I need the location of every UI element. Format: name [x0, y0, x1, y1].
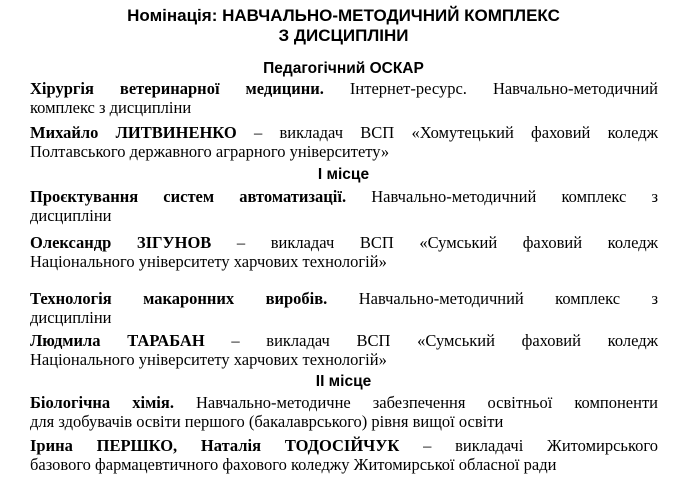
- entry-work: [30, 393, 658, 431]
- entry-work-line-2: комплекс з дисципліни: [30, 98, 192, 117]
- entry-work-line-1: [30, 187, 658, 206]
- entry-work-line-2: дисципліни: [30, 308, 112, 327]
- entry-author-line-1: [30, 233, 658, 252]
- entry-work-line-2: для здобувачів освіти першого (бакалаврського) рівня вищої освіти: [30, 412, 504, 431]
- entry-author: [30, 331, 658, 369]
- entry-author-line-1: [30, 331, 658, 350]
- entry-work-line-2: дисципліни: [30, 206, 112, 225]
- award-heading-oscar: Педагогічний ОСКАР: [263, 60, 424, 77]
- entry-work-line-1: [30, 393, 658, 412]
- entry-author: [30, 233, 658, 271]
- work-title: Проєктування систем автоматизації.: [30, 187, 347, 206]
- work-title: Хірургія ветеринарної медицини.: [30, 79, 324, 98]
- entry-author: [30, 123, 658, 161]
- entry-author: [30, 436, 658, 474]
- author-names: Олександр ЗІГУНОВ: [30, 233, 212, 252]
- award-heading-first-place: І місце: [317, 166, 370, 183]
- author-description: – викладач ВСП «Хомутецький фаховий коледж: [236, 123, 658, 142]
- entry-author-line-2: Полтавського державного аграрного університету»: [30, 142, 390, 161]
- work-description: Інтернет-ресурс. Навчально-методичний: [323, 79, 658, 98]
- entry-work-line-1: [30, 289, 658, 308]
- entry-work: [30, 79, 658, 117]
- author-names: Михайло ЛИТВИНЕНКО: [30, 123, 237, 142]
- author-description: – викладач ВСП «Сумський фаховий коледж: [204, 331, 658, 350]
- work-title: Технологія макаронних виробів.: [30, 289, 328, 308]
- entry-author-line-1: [30, 123, 658, 142]
- author-names: Ірина ПЕРШКО, Наталія ТОДОСІЙЧУК: [30, 436, 400, 455]
- award-heading-second-place: ІІ місце: [315, 373, 372, 390]
- nomination-title-line-2: З ДИСЦИПЛІНИ: [278, 26, 409, 45]
- author-names: Людмила ТАРАБАН: [30, 331, 205, 350]
- entry-author-line-2: Національного університету харчових технологій»: [30, 350, 387, 369]
- work-description: Навчально-методичний комплекс з: [346, 187, 658, 206]
- work-description: Навчально-методичний комплекс з: [327, 289, 658, 308]
- entry-author-line-2: базового фармацевтичного фахового коледжу Житомирської обласної ради: [30, 455, 557, 474]
- entry-work-line-1: [30, 79, 658, 98]
- work-title: Біологічна хімія.: [30, 393, 174, 412]
- entry-work: [30, 289, 658, 327]
- work-description: Навчально-методичне забезпечення освітньої компоненти: [173, 393, 658, 412]
- nomination-title-line-1: Номінація: НАВЧАЛЬНО-МЕТОДИЧНИЙ КОМПЛЕКС: [127, 6, 560, 25]
- author-description: – викладачі Житомирського: [399, 436, 658, 455]
- entry-author-line-2: Національного університету харчових технологій»: [30, 252, 387, 271]
- entry-work: [30, 187, 658, 225]
- author-description: – викладач ВСП «Сумський фаховий коледж: [211, 233, 658, 252]
- entry-author-line-1: [30, 436, 658, 455]
